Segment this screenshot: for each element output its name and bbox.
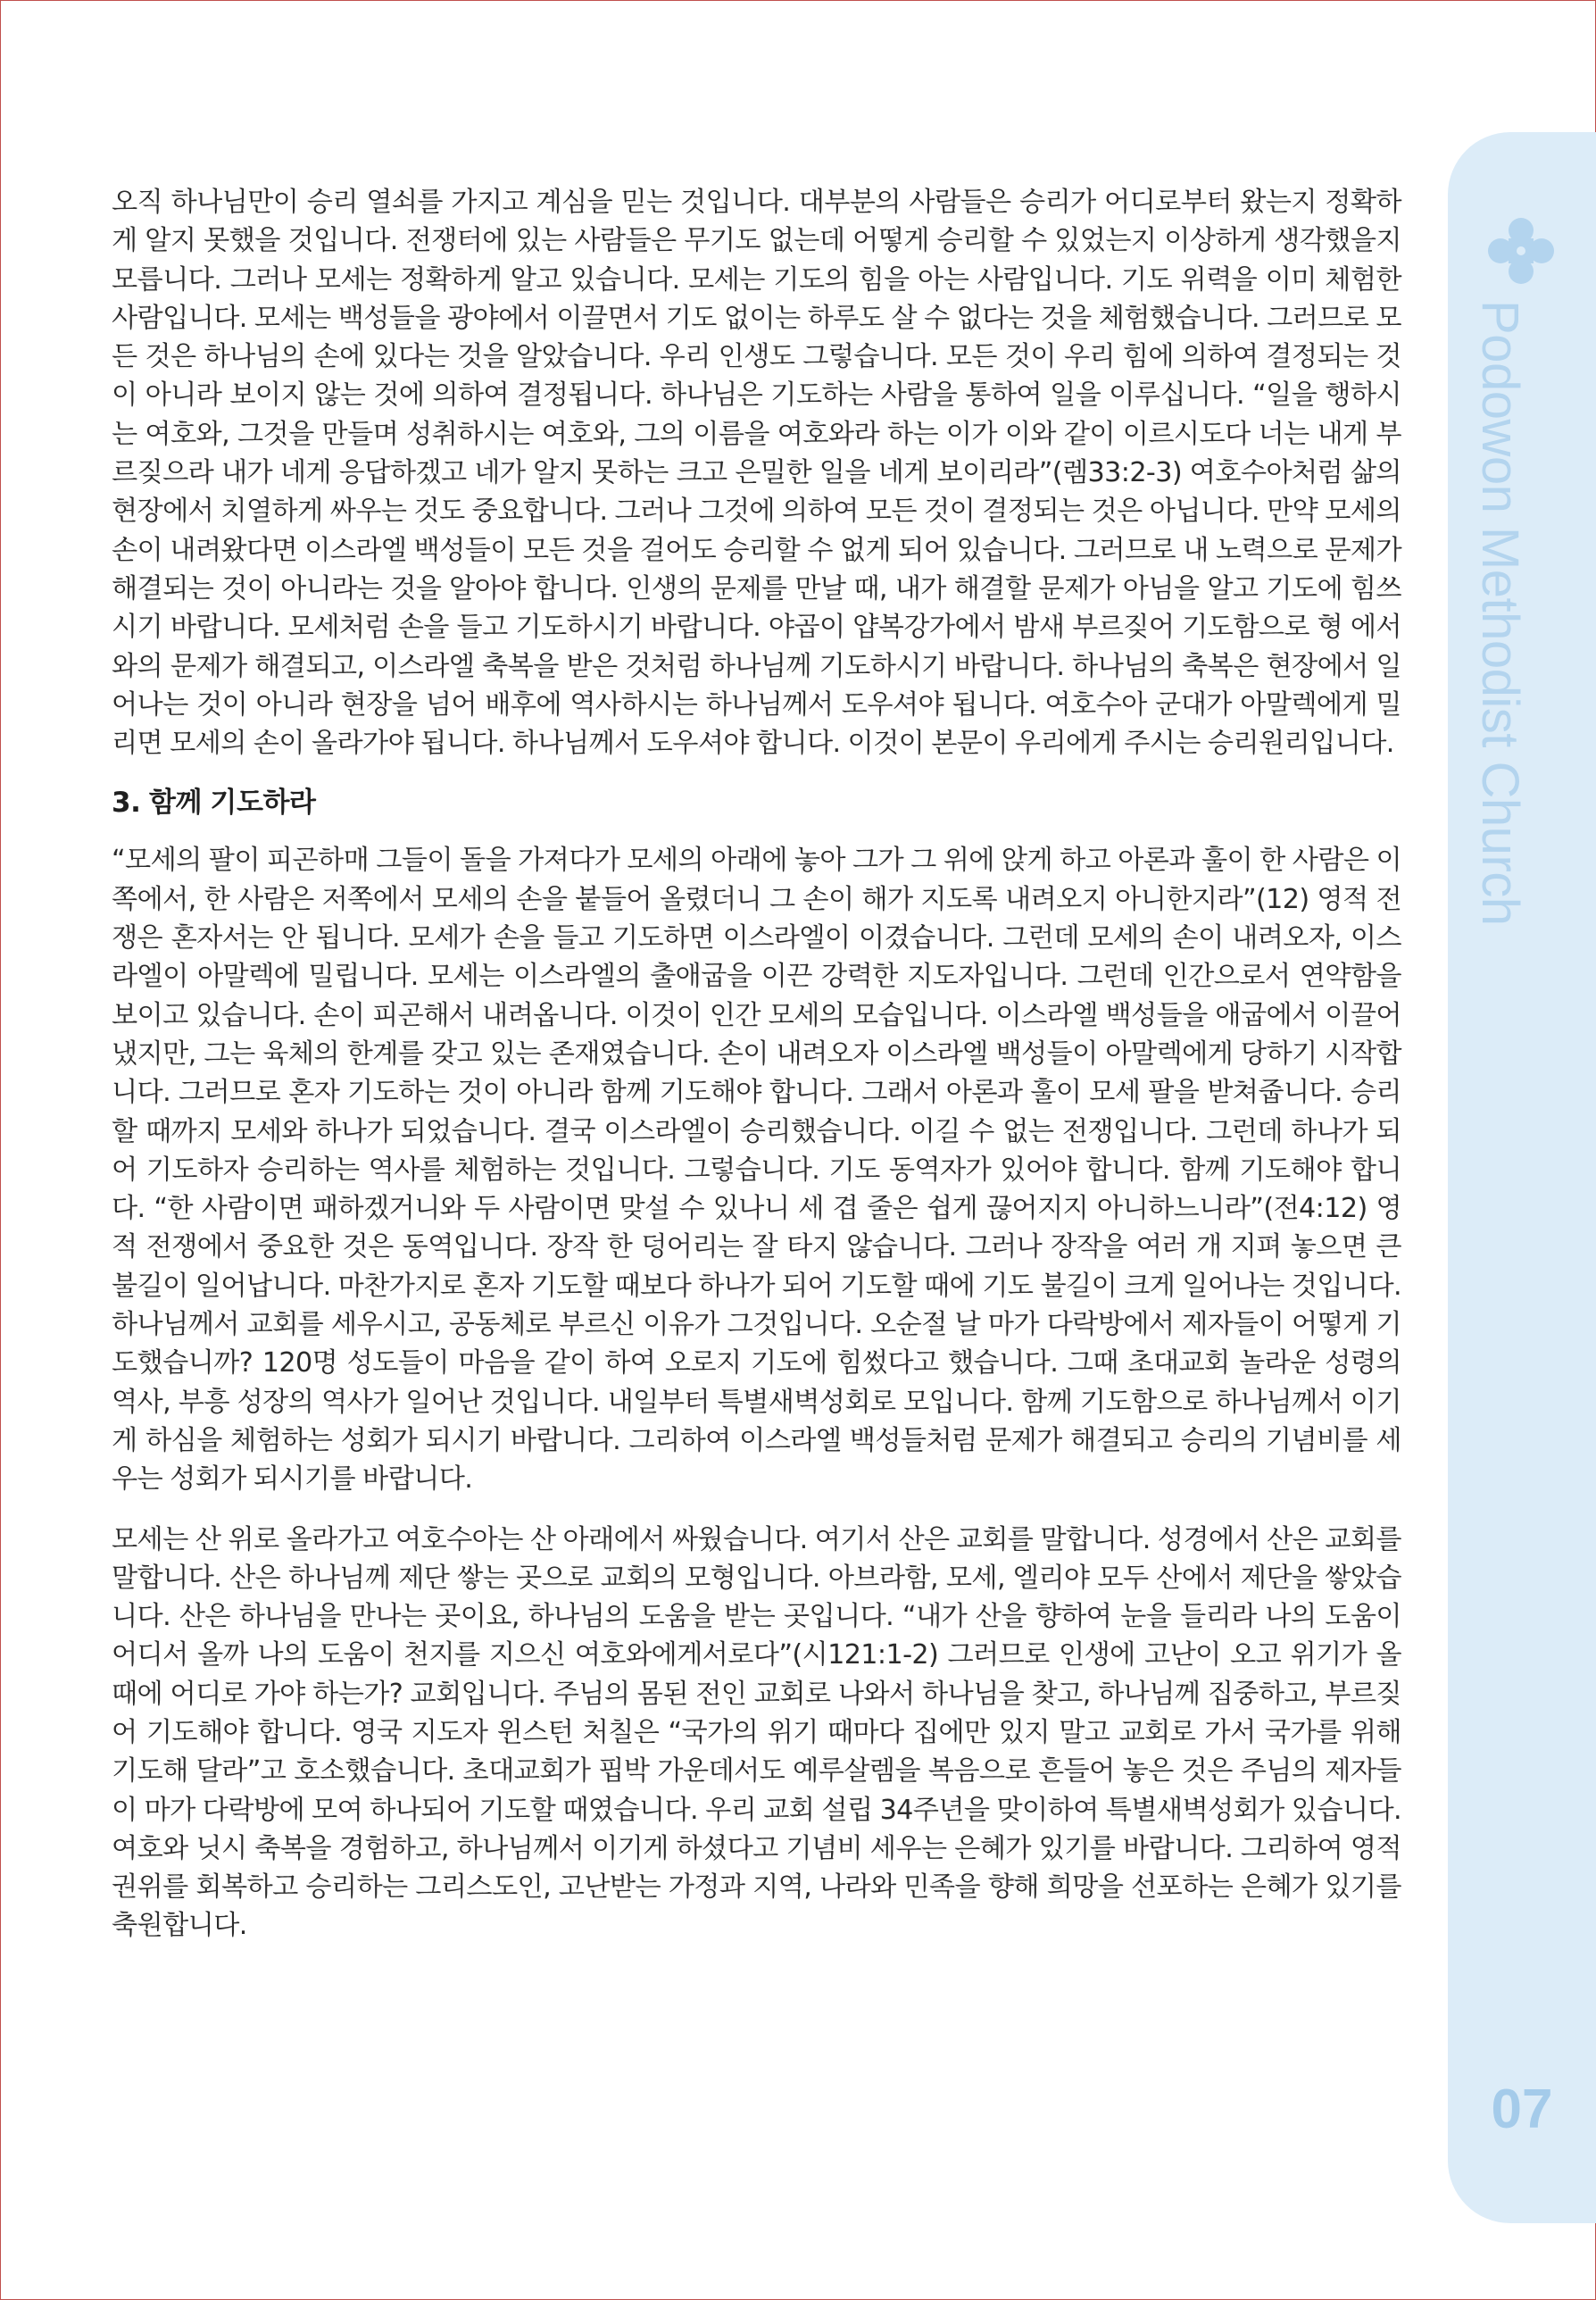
four-petal-cross-icon	[1487, 217, 1555, 285]
section-heading: 3. 함께 기도하라	[112, 787, 316, 820]
church-name-vertical: Podowon Methodist Church	[1471, 300, 1529, 926]
section-paragraph-1: “모세의 팔이 피곤하매 그들이 돌을 가져다가 모세의 아래에 놓아 그가 그 위에 앉게 하고 아론과 훌이 한 사람은 이쪽에서, 한 사람은 저쪽에서 모세의 손을 붙들어 올렸더니 그 손이 해가 지도록 내려오지 아니한지라”(12) 영적 전쟁은 혼자서는 안 됩니다. 모세가 손을 들고 기도하면 이스라엘이 이겼습니다. 그런데 모세의 손이 내려오자, 이스라엘이 아말렉에 밀립니다. 모세는 이스라엘의 출애굽을 이끈 강력한 지도자입니다. 그런데 인간으로서 연약함을 보이고 있습니다. 손이 피곤해서 내려옵니다. 이것이 인간 모세의 모습입니다. 이스라엘 백성들을 애굽에서 이끌어냈지만, 그는 육체의 한계를 갖고 있는 존재였습니다. 손이 내려오자 이스라엘 백성들이 아말렉에게 당하기 시작합니다. 그러므로 혼자 기도하는 것이 아니라 함께 기도해야 합니다. 그래서 아론과 훌이 모세 팔을 받쳐줍니다. 승리할 때까지 모세와 하나가 되었습니다. 결국 이스라엘이 승리했습니다. 이길 수 없는 전쟁입니다. 그런데 하나가 되어 기도하자 승리하는 역사를 체험하는 것입니다. 그렇습니다. 기도 동역자가 있어야 합니다. 함께 기도해야 합니다. “한 사람이면 패하겠거니와 두 사람이면 맞설 수 있나니 세 겹 줄은 쉽게 끊어지지 아니하느니라”(전4:12) 영적 전쟁에서 중요한 것은 동역입니다. 장작 한 덩어리는 잘 타지 않습니다. 그러나 장작을 여러 개 지펴 놓으면 큰 불길이 일어납니다. 마찬가지로 혼자 기도할 때보다 하나가 되어 기도할 때에 기도 불길이 크게 일어나는 것입니다. 하나님께서 교회를 세우시고, 공동체로 부르신 이유가 그것입니다. 오순절 날 마가 다락방에서 제자들이 어떻게 기도했습니까? 120명 성도들이 마음을 같이 하여 오로지 기도에 힘썼다고 했습니다. 그때 초대교회 놀라운 성령의 역사, 부흥 성장의 역사가 일어난 것입니다. 내일부터 특별새벽성회로 모입니다. 함께 기도함으로 하나님께서 이기게 하심을 체험하는 성회가 되시기 바랍니다. 그리하여 이스라엘 백성들처럼 문제가 해결되고 승리의 기념비를 세우는 성회가 되시기를 바랍니다.	[112, 845, 1401, 1496]
intro-paragraph: 오직 하나님만이 승리 열쇠를 가지고 계심을 믿는 것입니다. 대부분의 사람들은 승리가 어디로부터 왔는지 정확하게 알지 못했을 것입니다. 전쟁터에 있는 사람들은 무기도 없는데 어떻게 승리할 수 있었는지 이상하게 생각했을지 모릅니다. 그러나 모세는 정확하게 알고 있습니다. 모세는 기도의 힘을 아는 사람입니다. 기도 위력을 이미 체험한 사람입니다. 모세는 백성들을 광야에서 이끌면서 기도 없이는 하루도 살 수 없다는 것을 체험했습니다. 그러므로 모든 것은 하나님의 손에 있다는 것을 알았습니다. 우리 인생도 그렇습니다. 모든 것이 우리 힘에 의하여 결정되는 것이 아니라 보이지 않는 것에 의하여 결정됩니다. 하나님은 기도하는 사람을 통하여 일을 이루십니다. “일을 행하시는 여호와, 그것을 만들며 성취하시는 여호와, 그의 이름을 여호와라 하는 이가 이와 같이 이르시도다 너는 내게 부르짖으라 내가 네게 응답하겠고 네가 알지 못하는 크고 은밀한 일을 네게 보이리라”(렘33:2-3) 여호수아처럼 삶의 현장에서 치열하게 싸우는 것도 중요합니다. 그러나 그것에 의하여 모든 것이 결정되는 것은 아닙니다. 만약 모세의 손이 내려왔다면 이스라엘 백성들이 모든 것을 걸어도 승리할 수 없게 되어 있습니다. 그러므로 내 노력으로 문제가 해결되는 것이 아니라는 것을 알아야 합니다. 인생의 문제를 만날 때, 내가 해결할 문제가 아님을 알고 기도에 힘쓰시기 바랍니다. 모세처럼 손을 들고 기도하시기 바랍니다. 야곱이 얍복강가에서 밤새 부르짖어 기도함으로 형 에서와의 문제가 해결되고, 이스라엘 축복을 받은 것처럼 하나님께 기도하시기 바랍니다. 하나님의 축복은 현장에서 일어나는 것이 아니라 현장을 넘어 배후에 역사하시는 하나님께서 도우셔야 됩니다. 여호수아 군대가 아말렉에게 밀리면 모세의 손이 올라가야 됩니다. 하나님께서 도우셔야 합니다. 이것이 본문이 우리에게 주시는 승리원리입니다.	[112, 187, 1401, 760]
section-paragraph-2: 모세는 산 위로 올라가고 여호수아는 산 아래에서 싸웠습니다. 여기서 산은 교회를 말합니다. 성경에서 산은 교회를 말합니다. 산은 하나님께 제단 쌓는 곳으로 교회의 모형입니다. 아브라함, 모세, 엘리야 모두 산에서 제단을 쌓았습니다. 산은 하나님을 만나는 곳이요, 하나님의 도움을 받는 곳입니다. “내가 산을 향하여 눈을 들리라 나의 도움이 어디서 올까 나의 도움이 천지를 지으신 여호와에게서로다”(시121:1-2) 그러므로 인생에 고난이 오고 위기가 올 때에 어디로 가야 하는가? 교회입니다. 주님의 몸된 전인 교회로 나와서 하나님을 찾고, 하나님께 집중하고, 부르짖어 기도해야 합니다. 영국 지도자 윈스턴 처칠은 “국가의 위기 때마다 집에만 있지 말고 교회로 가서 국가를 위해 기도해 달라”고 호소했습니다. 초대교회가 핍박 가운데서도 예루살렘을 복음으로 흔들어 놓은 것은 주님의 제자들이 마가 다락방에 모여 하나되어 기도할 때였습니다. 우리 교회 설립 34주년을 맞이하여 특별새벽성회가 있습니다. 여호와 닛시 축복을 경험하고, 하나님께서 이기게 하셨다고 기념비 세우는 은혜가 있기를 바랍니다. 그리하여 영적 권위를 회복하고 승리하는 그리스도인, 고난받는 가정과 지역, 나라와 민족을 향해 희망을 선포하는 은혜가 있기를 축원합니다.	[112, 1523, 1401, 1942]
sermon-body	[112, 183, 1401, 1946]
page-number: 07	[1491, 2079, 1553, 2140]
